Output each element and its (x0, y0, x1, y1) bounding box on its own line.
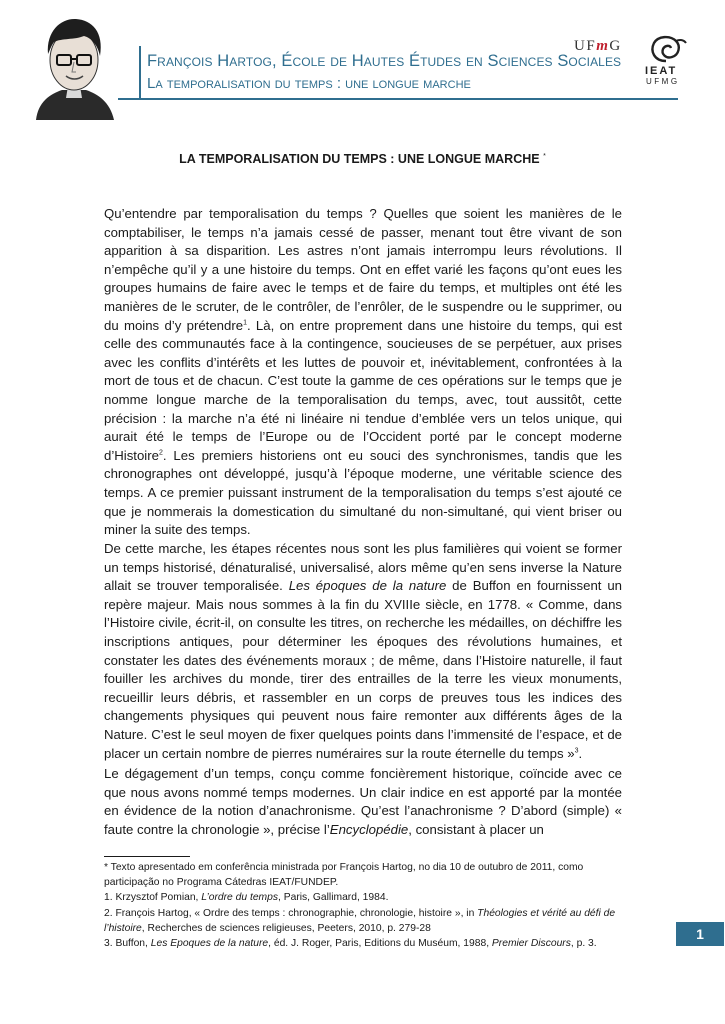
header-vertical-rule (139, 46, 141, 100)
paragraph-3: Le dégagement d’un temps, conçu comme foncièrement historique, coïncide avec ce que nous avons nommé temps modernes. Un clair indice en est apporté par la montée en évidence de la notion d’anachronisme. Qu’est l’anachronisme ? D’abord (simple) « faute contre la chronologie », précise l’Encyclopédie, consistant à placer un (104, 766, 622, 837)
footnote-3: 3. Buffon, Les Epoques de la nature, éd. J. Roger, Paris, Editions du Muséum, 1988, Premier Discours, p. 3. (104, 938, 597, 950)
page-header (0, 0, 725, 125)
page-number: 1 (676, 922, 724, 946)
header-article-title: La temporalisation du temps : une longue marche (147, 75, 471, 92)
footnote-ref-3: 3 (574, 747, 579, 755)
footnotes (104, 860, 624, 951)
header-rule (118, 98, 678, 100)
footnote-ref-2: 2 (158, 449, 163, 457)
footnote-ref-1: 1 (243, 319, 247, 327)
ufmg-logo: UFmG (574, 38, 622, 54)
paragraph-2: De cette marche, les étapes récentes nous sont les plus familières qui voient se former un temps historisé, dénaturalisé, universalisé, alors même qu’en sens inverse la Nature allait se trouver temporalisée. Les époques de la nature de Buffon en fournissent un repère majeur. Mais nous sommes à la fin du XVIIIe siècle, en 1778. « Comme, dans l’Histoire civile, écrit-il, on consulte les titres, on recherche les médailles, on déchiffre les inscriptions antiques, pour déterminer les époques des révolutions humaines, et constater les dates des événements moraux ; de même, dans l’Histoire naturelle, il faut fouiller les archives du monde, tirer des entrailles de la terre les vieux monuments, recueillir leurs débris, et rassembler en un corps de preuves tous les indices des changements physiques qui peuvent nous faire remonter aux différents âges de la Nature. C’est le seul moyen de fixer quelques points dans l’immensité de l’espace, et de placer un certain nombre de pierres numéraires sur la route éternelle du temps »$^3$. (104, 541, 622, 761)
ieat-spiral-icon (646, 33, 688, 65)
title-footnote-marker: * (543, 152, 546, 160)
document-title: LA TEMPORALISATION DU TEMPS : UNE LONGUE MARCHE * (179, 152, 546, 166)
paragraph-1: Qu’entendre par temporalisation du temps ? Quelles que soient les manières de le comptabiliser, le temps n’a jamais cessé de passer, menant tout être vivant de son apparition à sa disparition. Les astres n’ont jamais interrompu leurs révolutions. Il n’empêche qu’il y a une histoire du temps. Ont en effet varié les façons qu’ont eues les groupes humains de faire avec le temps et de faire du temps, et multiples ont été les manières de le scruter, de le contrôler, de l’enrôler, de le suspendre ou le supprimer, ou du moins d’y prétendre$^1$. Là, on entre proprement dans une histoire du temps, qui est celle des communautés face à la contingence, soucieuses de se perpétuer, aux prises avec les conflits d’intérêts et les luttes de pouvoir et, inévitablement, confrontées à la mort de tous et de chacun. C’est toute la gamme de ces opérations sur le temps que je nomme longue marche de la temporalisation du temps, avec, tout aussitôt, cette précision : la marche n’a été ni linéaire ni tendue d’emblée vers un telos unique, qui aurait été le temps de l’Europe ou de l’Occident porté par le concept moderne d’Histoire$^2$. Les premiers historiens ont eu souci des synchronismes, tandis que les chronographes ont développé, jusqu’à l’époque moderne, une véritable science des temps. A ce premier puissant instrument de la temporalisation du temps s’est ajouté ce que je nommerais la domestication du simultané du non-simultané, qui vient briser ou miner la suite des temps. (104, 206, 622, 538)
footnote-separator (104, 856, 190, 857)
ieat-logo-subtext: UFMG (646, 77, 680, 86)
footnote-2: 2. François Hartog, « Ordre des temps : chronographie, chronologie, histoire », in Théologies et vérité au défi de l’histoire, Recherches de sciences religieuses, Peeters, 2010, p. 279-28 (104, 907, 616, 934)
footnote-star: * Texto apresentado em conferência ministrada por François Hartog, no dia 10 de outubro de 2011, como participação no Programa Cátedras IEAT/FUNDEP. (104, 862, 584, 889)
footnote-1: 1. Krzysztof Pomian, L’ordre du temps, Paris, Gallimard, 1984. (104, 892, 389, 904)
header-author-affiliation: François Hartog, École de Hautes Études en Sciences Sociales (147, 52, 622, 70)
author-portrait (28, 10, 120, 120)
ieat-logo-text: IEAT (645, 65, 678, 77)
